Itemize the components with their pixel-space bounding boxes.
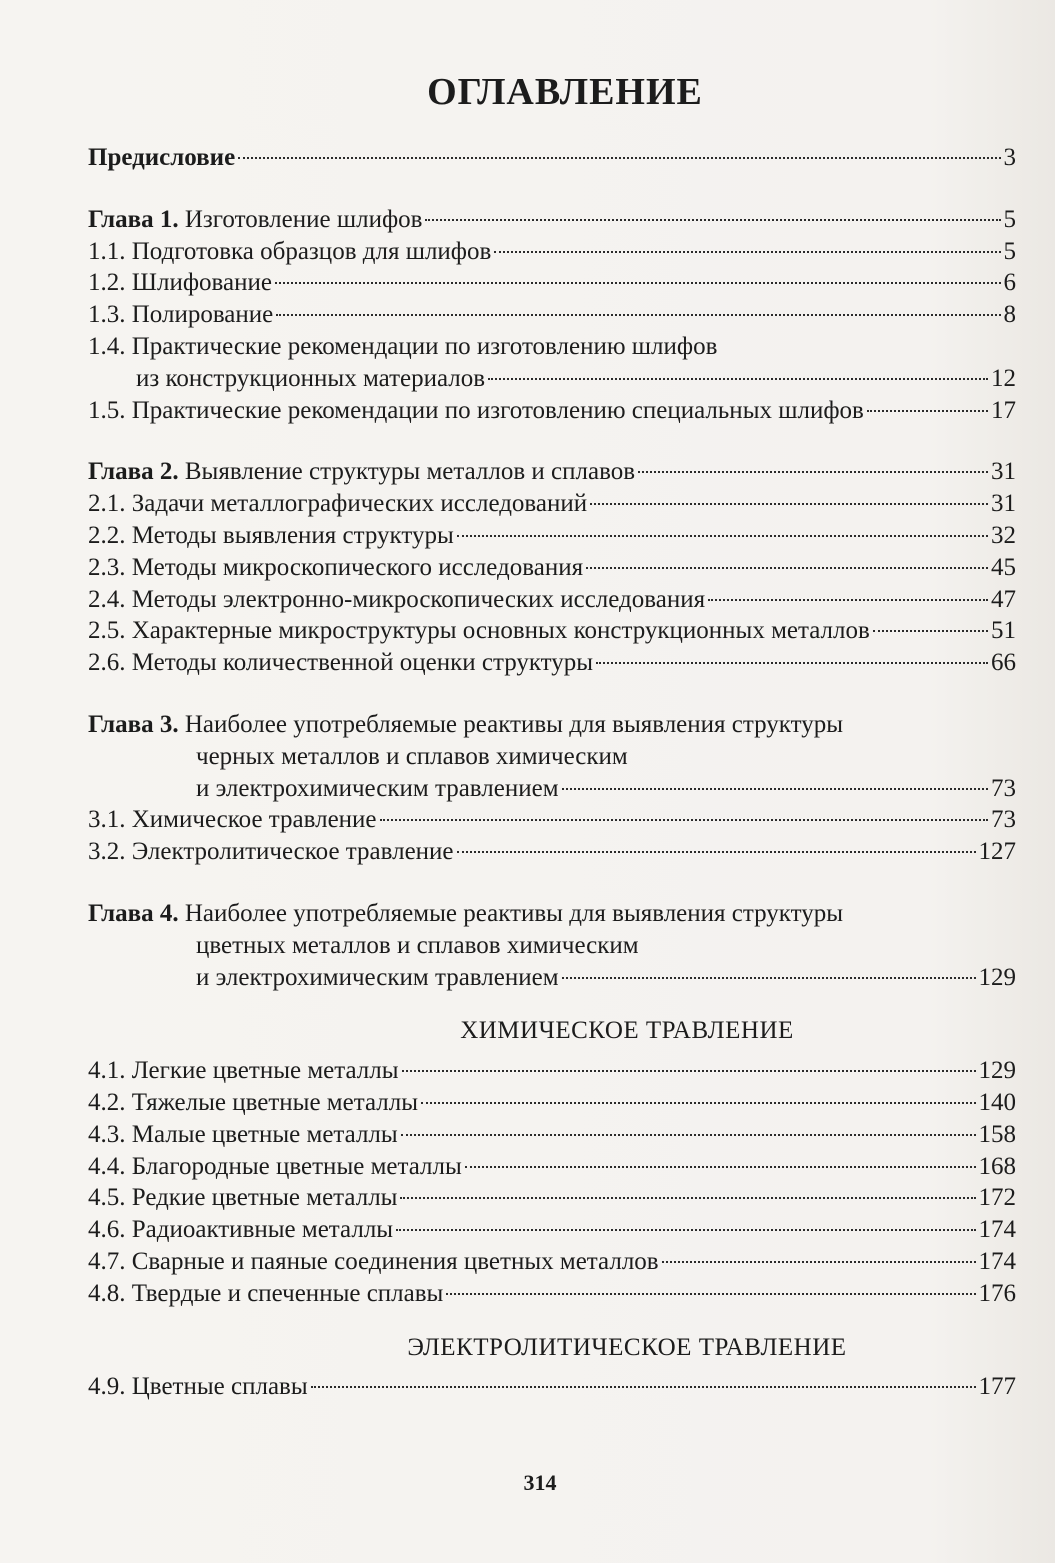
toc-entry-label: 2.1. Задачи металлографических исследований — [88, 490, 588, 518]
page-number: 314 — [523, 1470, 557, 1495]
table-of-contents — [88, 142, 1016, 1433]
toc-entry-page: 158 — [978, 1120, 1016, 1148]
toc-entry[interactable] — [88, 1214, 1016, 1246]
toc-entry[interactable] — [88, 647, 1016, 679]
toc-entry-label: из конструкционных материалов — [136, 364, 486, 392]
toc-chemical-etching — [88, 1015, 1016, 1309]
toc-entry-label: 4.8. Твердые и спеченные сплавы — [88, 1279, 444, 1307]
toc-entry-page: 174 — [978, 1247, 1016, 1275]
toc-entry-page: 129 — [978, 1057, 1016, 1085]
toc-entry-page: 45 — [991, 553, 1016, 581]
toc-entry-page: 6 — [1003, 269, 1016, 297]
leader-dots — [596, 662, 988, 664]
toc-entry-label: 1.2. Шлифование — [88, 269, 272, 297]
leader-dots — [276, 314, 1000, 316]
toc-entry-label: 4.7. Сварные и паяные соединения цветных металлов — [88, 1247, 659, 1275]
toc-entry[interactable] — [88, 395, 1016, 427]
toc-entry[interactable] — [88, 1087, 1016, 1119]
leader-dots — [401, 1134, 976, 1136]
toc-entry-first-line[interactable]: 1.4. Практические рекомендации по изготовлению шлифов — [88, 332, 718, 360]
toc-entry-page: 5 — [1003, 237, 1016, 265]
toc-chapter-heading[interactable] — [88, 204, 1016, 236]
leader-dots — [586, 567, 988, 569]
section-subheading: ХИМИЧЕСКОЕ ТРАВЛЕНИЕ — [460, 1017, 794, 1045]
chapter-number: Глава 1. — [88, 205, 179, 233]
toc-entry-label: 2.2. Методы выявления структуры — [88, 521, 454, 549]
leader-dots — [457, 535, 988, 537]
toc-chapter-1 — [88, 204, 1016, 427]
toc-entry-page: 51 — [991, 617, 1016, 645]
chapter-number: Глава 4. — [88, 899, 179, 927]
toc-entry-page: 31 — [991, 490, 1016, 518]
toc-chapter-3 — [88, 709, 1016, 868]
toc-entry[interactable] — [88, 299, 1016, 331]
toc-entry-label: 2.3. Методы микроскопического исследования — [88, 553, 584, 581]
toc-entry[interactable] — [88, 1246, 1016, 1278]
toc-entry-page: 31 — [991, 458, 1016, 486]
toc-entry-page: 47 — [991, 585, 1016, 613]
leader-dots — [275, 282, 1001, 284]
chapter-title: Выявление структуры металлов и сплавов — [178, 458, 636, 486]
leader-dots — [400, 1197, 975, 1199]
toc-electrolytic-etching — [88, 1332, 1016, 1404]
toc-entry-label: 1.5. Практические рекомендации по изготовлению специальных шлифов — [88, 396, 864, 424]
toc-entry-page: 32 — [991, 521, 1016, 549]
toc-entry-label: 4.5. Редкие цветные металлы — [88, 1184, 398, 1212]
leader-dots — [465, 1166, 976, 1168]
toc-entry-page: 73 — [991, 806, 1016, 834]
toc-entry-page: 3 — [1003, 144, 1016, 171]
toc-entry-page: 172 — [978, 1184, 1016, 1212]
toc-entry[interactable] — [88, 236, 1016, 268]
chapter-title-line-1: Наиболее употребляемые реактивы для выявления структуры — [178, 899, 843, 927]
leader-dots — [867, 410, 988, 412]
toc-entry-page: 17 — [991, 396, 1016, 424]
leader-dots — [708, 599, 988, 601]
chapter-title-line-3: и электрохимическим травлением — [196, 774, 559, 802]
toc-preface-section — [88, 142, 1016, 174]
toc-entry[interactable] — [88, 615, 1016, 647]
toc-entry-label: 2.6. Методы количественной оценки структуры — [88, 649, 594, 677]
toc-chapter-heading[interactable] — [88, 898, 1016, 930]
leader-dots — [590, 503, 988, 505]
toc-entry-label: 2.4. Методы электронно-микроскопических исследования — [88, 585, 706, 613]
leader-dots — [402, 1070, 976, 1072]
chapter-title: Изготовление шлифов — [178, 205, 423, 233]
chapter-title-line-2: цветных металлов и сплавов химическим — [196, 931, 639, 959]
toc-entry[interactable] — [88, 804, 1016, 836]
toc-entry[interactable] — [88, 584, 1016, 616]
leader-dots — [662, 1261, 976, 1263]
toc-entry-label: 4.2. Тяжелые цветные металлы — [88, 1088, 419, 1116]
toc-entry-continuation[interactable] — [88, 962, 1016, 994]
toc-entry-label: 3.2. Электролитическое травление — [88, 838, 454, 866]
toc-entry-page: 73 — [991, 774, 1016, 802]
toc-entry[interactable] — [88, 836, 1016, 868]
chapter-title-line-3: и электрохимическим травлением — [196, 963, 559, 991]
toc-entry-page: 129 — [978, 963, 1016, 991]
toc-entry[interactable] — [88, 1371, 1016, 1403]
toc-entry-page: 140 — [978, 1088, 1016, 1116]
toc-entry[interactable] — [88, 1055, 1016, 1087]
toc-entry-page: 127 — [978, 838, 1016, 866]
toc-chapter-2 — [88, 456, 1016, 679]
toc-entry-label: 4.9. Цветные сплавы — [88, 1373, 308, 1401]
leader-dots — [446, 1293, 975, 1295]
toc-chapter-heading[interactable] — [88, 709, 1016, 741]
leader-dots — [562, 788, 988, 790]
toc-entry-label: 1.3. Полирование — [88, 301, 274, 329]
toc-entry-page: 174 — [978, 1216, 1016, 1244]
leader-dots — [873, 630, 988, 632]
leader-dots — [638, 471, 988, 473]
leader-dots — [421, 1102, 975, 1104]
toc-entry-page: 12 — [991, 364, 1016, 392]
toc-entry-label: Предисловие — [88, 144, 236, 171]
toc-entry-label: 4.4. Благородные цветные металлы — [88, 1152, 462, 1180]
toc-entry[interactable] — [88, 267, 1016, 299]
leader-dots — [380, 819, 988, 821]
toc-entry[interactable] — [88, 552, 1016, 584]
chapter-number: Глава 2. — [88, 458, 179, 486]
toc-entry-label: 4.1. Легкие цветные металлы — [88, 1057, 399, 1085]
page-title: ОГЛАВЛЕНИЕ — [427, 71, 703, 113]
toc-entry[interactable] — [88, 1278, 1016, 1310]
toc-entry-label: 1.1. Подготовка образцов для шлифов — [88, 237, 492, 265]
toc-entry-page: 5 — [1003, 205, 1016, 233]
toc-entry-preface[interactable] — [88, 142, 1016, 174]
toc-entry[interactable] — [88, 520, 1016, 552]
leader-dots — [562, 977, 976, 979]
toc-entry-label: 4.6. Радиоактивные металлы — [88, 1216, 394, 1244]
toc-entry-label: 3.1. Химическое травление — [88, 806, 377, 834]
chapter-number: Глава 3. — [88, 710, 179, 738]
toc-entry-page: 8 — [1003, 301, 1016, 329]
toc-entry-label: 4.3. Малые цветные металлы — [88, 1120, 398, 1148]
toc-entry-page: 168 — [978, 1152, 1016, 1180]
chapter-title-line-2: черных металлов и сплавов химическим — [196, 742, 628, 770]
leader-dots — [457, 851, 976, 853]
toc-chapter-heading[interactable] — [88, 456, 1016, 488]
toc-entry[interactable] — [88, 1119, 1016, 1151]
leader-dots — [425, 219, 1000, 221]
toc-entry-page: 176 — [978, 1279, 1016, 1307]
toc-entry-continuation[interactable] — [88, 363, 1016, 395]
leader-dots — [494, 251, 1000, 253]
leader-dots — [238, 157, 1000, 159]
toc-entry-continuation[interactable] — [88, 773, 1016, 805]
toc-entry-page: 66 — [991, 649, 1016, 677]
leader-dots — [396, 1229, 975, 1231]
toc-entry-page: 177 — [978, 1373, 1016, 1401]
toc-entry[interactable] — [88, 1182, 1016, 1214]
toc-entry[interactable] — [88, 488, 1016, 520]
toc-chapter-4 — [88, 898, 1016, 993]
toc-entry-label: 2.5. Характерные микроструктуры основных конструкционных металлов — [88, 617, 870, 645]
section-subheading: ЭЛЕКТРОЛИТИЧЕСКОЕ ТРАВЛЕНИЕ — [407, 1333, 847, 1361]
toc-entry[interactable] — [88, 1151, 1016, 1183]
chapter-title-line-1: Наиболее употребляемые реактивы для выявления структуры — [178, 710, 843, 738]
leader-dots — [311, 1386, 976, 1388]
leader-dots — [488, 378, 988, 380]
